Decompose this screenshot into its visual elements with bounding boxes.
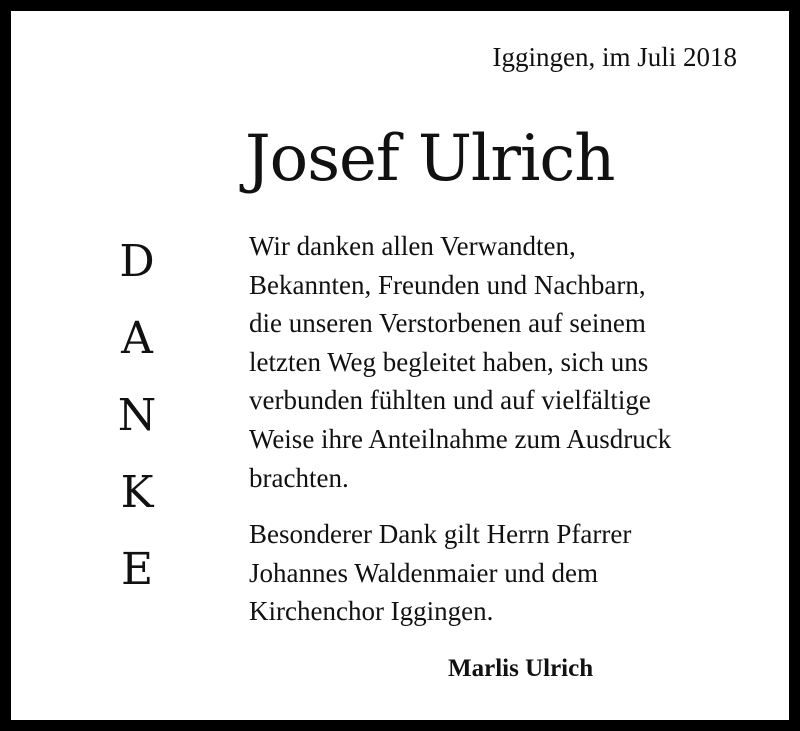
text-line: Besonderer Dank gilt Herrn Pfarrer — [249, 519, 632, 549]
text-line: Wir danken allen Verwandten, — [249, 231, 576, 261]
danke-letter: A — [121, 313, 153, 364]
thanks-paragraph — [249, 227, 769, 497]
deceased-name: Josef Ulrich — [245, 122, 615, 196]
text-line: Kirchenchor Iggingen. — [249, 596, 494, 627]
place-date: Iggingen, im Juli 2018 — [492, 42, 737, 72]
special-thanks-paragraph — [249, 515, 769, 631]
danke-letter: D — [119, 236, 155, 287]
text-line: Bekannten, Freunden und Nachbarn, — [249, 269, 646, 300]
text-line: Weise ihre Anteilnahme zum Ausdruck — [249, 423, 672, 454]
text-line: die unseren Verstorbenen auf seinem — [249, 308, 646, 339]
danke-letter: E — [120, 544, 154, 595]
danke-vertical-word — [113, 223, 161, 608]
signature: Marlis Ulrich — [448, 655, 594, 682]
danke-letter: N — [117, 390, 157, 441]
text-line: verbunden fühlten und auf vielfältige — [249, 385, 651, 416]
text-line: brachten. — [249, 462, 349, 493]
text-line: letzten Weg begleitet haben, sich uns — [249, 346, 649, 377]
danke-letter: K — [120, 467, 154, 518]
text-line: Johannes Waldenmaier und dem — [249, 557, 598, 588]
